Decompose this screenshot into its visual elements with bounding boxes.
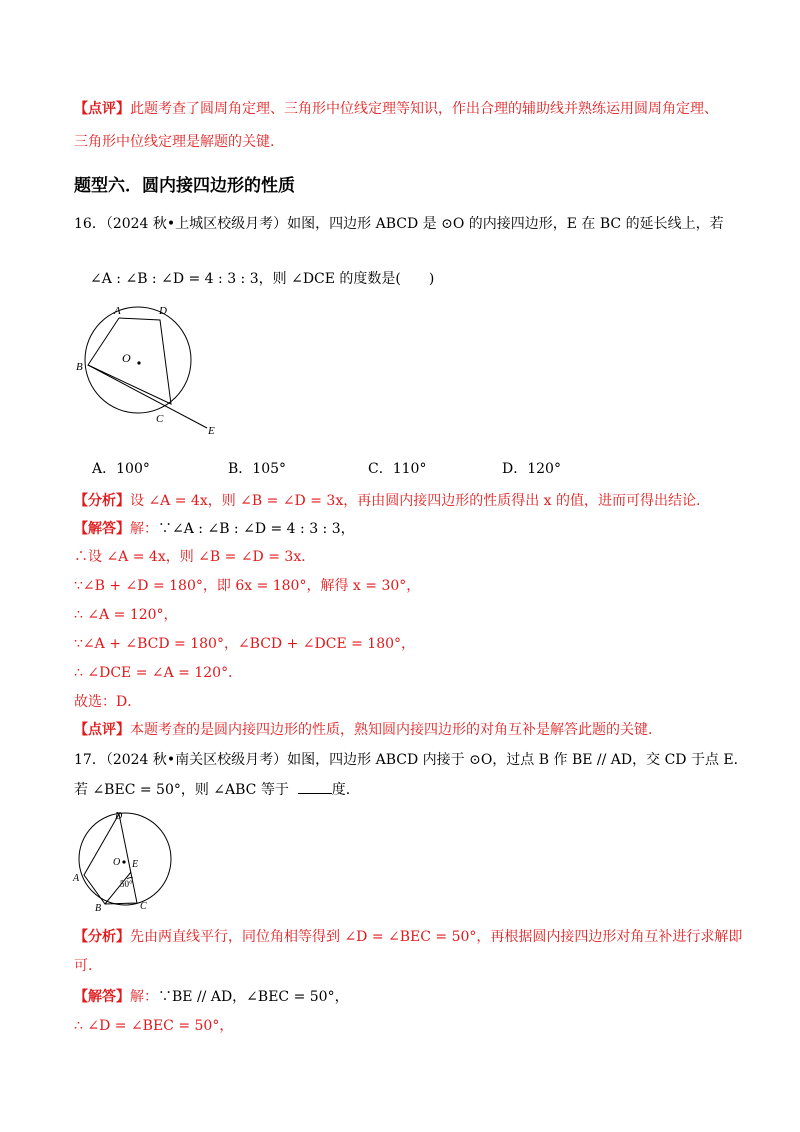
comment-text: 本题考查的是圆内接四边形的性质，熟知圆内接四边形的对角互补是解答此题的关键. [130,722,653,738]
q17-answer-line2: ∴ ∠D = ∠BEC = 50°， [74,1018,234,1034]
answer-line1: ∵∠A : ∠B : ∠D = 4 : 3 : 3， [158,521,355,537]
label-e: E [132,859,139,870]
answer-head: 解： [130,989,158,1005]
label-c: C [156,413,164,425]
answer-head: 解： [130,521,158,537]
answer-tag: 【解答】 [74,989,130,1005]
prev-comment-line1 [74,100,718,118]
q17-stem-line2 [74,781,350,799]
label-e: E [208,425,215,437]
q16-step-4: ∵∠A + ∠BCD = 180°，∠BCD + ∠DCE = 180°， [74,636,416,652]
q17-stem-part-a: 若 ∠BEC = 50°，则 ∠ABC 等于 [74,782,289,798]
answer-line1: ∵BE // AD，∠BEC = 50°， [158,989,349,1005]
label-b: B [95,903,102,914]
option-b-value: 105° [252,461,287,477]
comment-tag: 【点评】 [74,101,130,117]
label-a: A [114,305,121,317]
label-o: O [122,351,131,365]
option-b-letter: B． [228,461,253,477]
q16-stem-line1: 16．（2024 秋•上城区校级月考）如图，四边形 ABCD 是 ⊙O 的内接四边形，E 在 BC 的延长线上，若 [74,216,724,232]
center-dot [137,361,140,364]
q16-step-2: ∵∠B + ∠D = 180°，即 6x = 180°，解得 x = 30°， [74,578,421,594]
answer-blank[interactable] [298,781,332,794]
circle-o [85,307,191,413]
comment-tag: 【点评】 [74,722,130,738]
analysis-tag: 【分析】 [74,929,130,945]
q16-stem-line2: ∠A : ∠B : ∠D = 4 : 3 : 3，则 ∠DCE 的度数是( ) [90,271,435,287]
q16-step-6: 故选：D． [74,694,142,710]
q16-figure [70,300,230,440]
label-a: A [73,873,80,884]
analysis-text: 先由两直线平行，同位角相等得到 ∠D = ∠BEC = 50°，再根据圆内接四边形对角互补进行求解即 [130,929,743,945]
center-dot [122,860,125,863]
q17-analysis-line1 [74,928,742,946]
option-b[interactable] [228,458,286,478]
answer-tag: 【解答】 [74,521,130,537]
q17-analysis-line2: 可. [74,958,93,974]
comment-text: 此题考查了圆周角定理、三角形中位线定理等知识，作出合理的辅助线并熟练运用圆周角定理、 [130,101,718,117]
label-d: D [115,811,123,822]
q16-step-1: ∴设 ∠A = 4x，则 ∠B = ∠D = 3x． [74,549,316,565]
option-a[interactable] [92,458,150,478]
option-d-letter: D． [502,461,528,477]
label-c: C [140,901,147,912]
q16-step-5: ∴ ∠DCE = ∠A = 120°． [74,665,243,681]
option-c[interactable] [368,458,426,478]
q16-comment [74,721,652,739]
angle-label: 50° [120,879,133,889]
q16-answer-head [74,520,355,538]
option-d-value: 120° [527,461,561,477]
option-a-value: 100° [116,461,150,477]
q17-stem-line1: 17．（2024 秋•南关区校级月考）如图，四边形 ABCD 内接于 ⊙O，过点 B 作 BE // AD，交 CD 于点 E． [74,752,748,768]
analysis-tag: 【分析】 [74,493,130,509]
option-c-value: 110° [392,461,427,477]
prev-comment-line2: 三角形中位线定理是解题的关键. [74,134,275,150]
label-d: D [159,305,167,317]
q17-figure [70,805,180,915]
option-a-letter: A． [92,461,117,477]
analysis-text: 设 ∠A = 4x，则 ∠B = ∠D = 3x，再由圆内接四边形的性质得出 x 的值，进而可得出结论. [130,493,701,509]
q17-answer-head [74,988,349,1006]
q17-stem-part-b: 度. [331,782,351,798]
option-c-letter: C． [368,461,393,477]
q16-analysis [74,492,700,510]
label-b: B [76,361,83,373]
q16-step-3: ∴ ∠A = 120°， [74,607,178,623]
option-d[interactable] [502,458,561,478]
label-o: O [113,857,121,868]
section-title: 题型六．圆内接四边形的性质 [74,176,295,196]
